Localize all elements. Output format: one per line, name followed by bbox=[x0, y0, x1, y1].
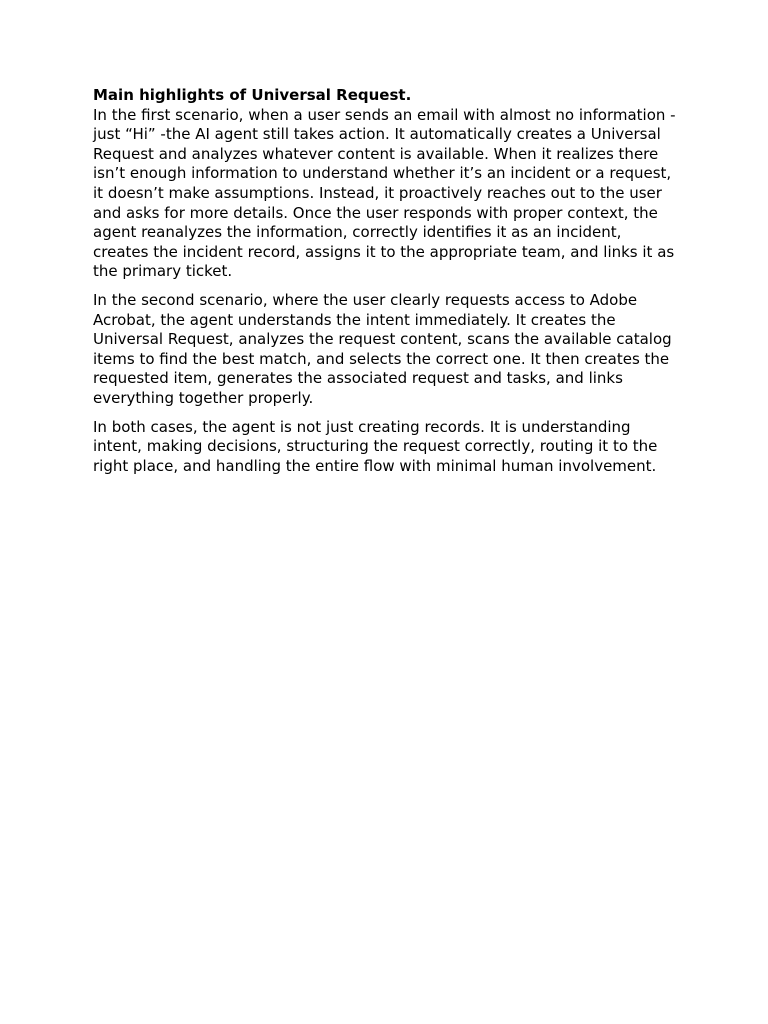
paragraph-both-cases: In both cases, the agent is not just creating records. It is understanding intent, making decisions, structuring the request correctly, routing it to the right place, and handling the entire flow with minimal human involvement. bbox=[93, 417, 658, 475]
document-page bbox=[93, 86, 678, 485]
document-title: Main highlights of Universal Request. bbox=[93, 86, 412, 104]
paragraph-first-scenario: In the first scenario, when a user sends an email with almost no information - just “Hi” -the AI agent still takes action. It automatically creates a Universal Request and analyzes whatever content is available. When it realizes there isn’t enough information to understand whether it’s an incident or a request, it doesn’t make assumptions. Instead, it proactively reaches out to the user and asks for more details. Once the user responds with proper context, the agent reanalyzes the information, correctly identifies it as an incident, creates the incident record, assigns it to the appropriate team, and links it as the primary ticket. bbox=[93, 105, 676, 281]
paragraph-second-scenario: In the second scenario, where the user clearly requests access to Adobe Acrobat, the agent understands the intent immediately. It creates the Universal Request, analyzes the request content, scans the available catalog items to find the best match, and selects the correct one. It then creates the requested item, generates the associated request and tasks, and links everything together properly. bbox=[93, 290, 672, 407]
